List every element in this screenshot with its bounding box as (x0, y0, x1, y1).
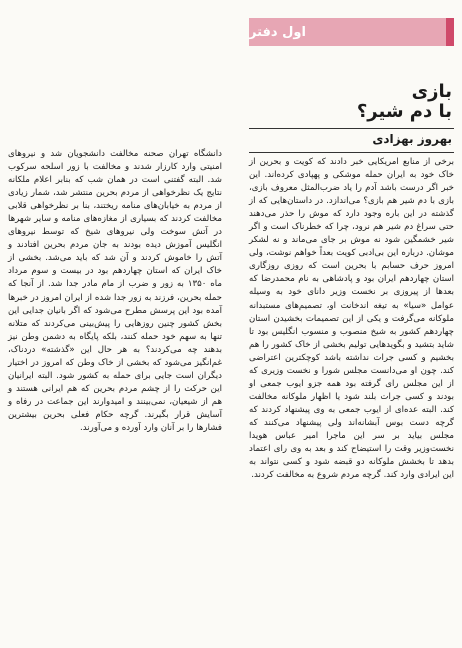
title-line-2: با دم شیر؟ (356, 101, 452, 122)
author-name: بهروز بهزادی (372, 132, 452, 146)
rubric-label: اول دفتر (249, 24, 306, 40)
title-divider (249, 128, 454, 129)
left-column (8, 148, 222, 638)
article-title (357, 82, 452, 122)
section-rubric (249, 18, 454, 46)
rubric-accent-bar (446, 18, 454, 46)
author-divider (249, 152, 454, 153)
title-line-1: بازی (411, 81, 452, 102)
right-column (249, 18, 454, 638)
right-column-text: برخی از منابع امریکایی خبر دادند که کویت و بحرین از خاک خود به ایران حمله موشکی و پهپادی کرده‌اند. این خبر اگر درست باشد آدم را یاد ضرب‌المثل معروف بازی، بازی با دم شیر هم بازی؟ می‌اندازد. در داستان‌هایی که از گذشته در این باره وجود دارد که موش را حذر می‌دهند حتی سراغ دم شیر هم نرود، چرا که خطرناک است و اگر شیر خشمگین شود نه موش بر جای می‌ماند و نه لشکر موشان. درباره این بی‌ادبی کویت بعداً خواهم نوشت، ولی امروز حرف حسابم با بحرین است که روزی روزگاری استان چهاردهم ایران بود و پادشاهی به نام محمدرضا که بعدها از پیروزی بر نخست وزیر دانای خود به وسیله عوامل «سیا» به تیغه اندخانت او، تصمیم‌های مستبدانه ملوکانه می‌گرفت و یکی از این تصمیمات بخشیدن استان چهاردهم کشور به شیخ منصوب و منسوب انگلیس بود تا شاید بتشید و بگویدهایی تولیم بخشی از خاک کشور را هم بخشیم و کسی جرات نداشته باشد کوچکترین اعتراضی کند. چون او می‌دانست مجلس شورا و نخست وزیری که از این مجلس رای گرفته بود همه جزو ایوب جمعی او بودند و کسی جرات بلند شود یا اظهار ملوکانه مخالفت کند. البته عده‌ای از ایوب جمعی به وی پیشنهاد کردند که گرچه دست بوس آبشانه‌اند ولی پیشنهاد می‌کنند که مجلس بیاید بر سر این ماجرا امیر عباس هویدا نخست‌وزیر وقت را استیضاح کند و بعد به وی رای اعتماد بدهد تا بخشش ملوکانه دو قبضه شود و کسی نتواند به این ایرادی وارد کند. گرچه مردم شروع به مخالفت کردند. (249, 157, 454, 481)
left-column-text: دانشگاه تهران صحنه مخالفت دانشجویان شد و نیروهای امنیتی وارد کارزار شدند و مخالفت با زور اسلحه سرکوب شد. البته گفتنی است در همان شب که بنابر اعلام ملکانه نتایج یک نظرخواهی از مردم بحرین منتشر شد، شمار زیادی از مردم به خیابان‌های منامه ریختند، بنا بر نظرخواهی قلابی مخالفت کردند که بسیاری از مغازه‌های منامه و سایر شهرها در آتش سوخت ولی نیروهای شیخ که توسط نیروهای انگلیس آموزش دیده بودند به جان مردم بحرین افتادند و آتش را خاموش کردند و آن شد که باید می‌شد. بخشی از خاک ایران که استان چهاردهم بود در بیست و سوم مرداد ماه ۱۳۵۰ به زور و ضرب از مام مادر جدا شد. از آنجا که حمله بحرین، فرزند به زور جدا شده از ایران امروز در خبرها آمده بود این پرسش مطرح می‌شود که اگر بانیان جدایی این بخش کشور چنین روزهایی را پیش‌بینی می‌کردند که متلانه تنها به سهم خود حمله کنند، بلکه پایگاه به دشمن وطن نیز بدهند چه می‌کردند؟ به هر حال این «گذشته» دردناک، غم‌انگیز می‌شود که بخشی از خاک وطن که امروز در اختیار دیگران است جایی برای حمله به کشور شود. البته ایرانیان این حرکت را از چشم مردم بحرین که هم ایرانی هستند و هم از شیعیان، نمی‌بینند و امیدوارند این جماعت در رفاه و آسایش قرار بگیرند. گرچه حکام فعلی بحرین بیشترین فشارها را بر آنان وارد آورده و می‌آورند. (8, 149, 222, 433)
